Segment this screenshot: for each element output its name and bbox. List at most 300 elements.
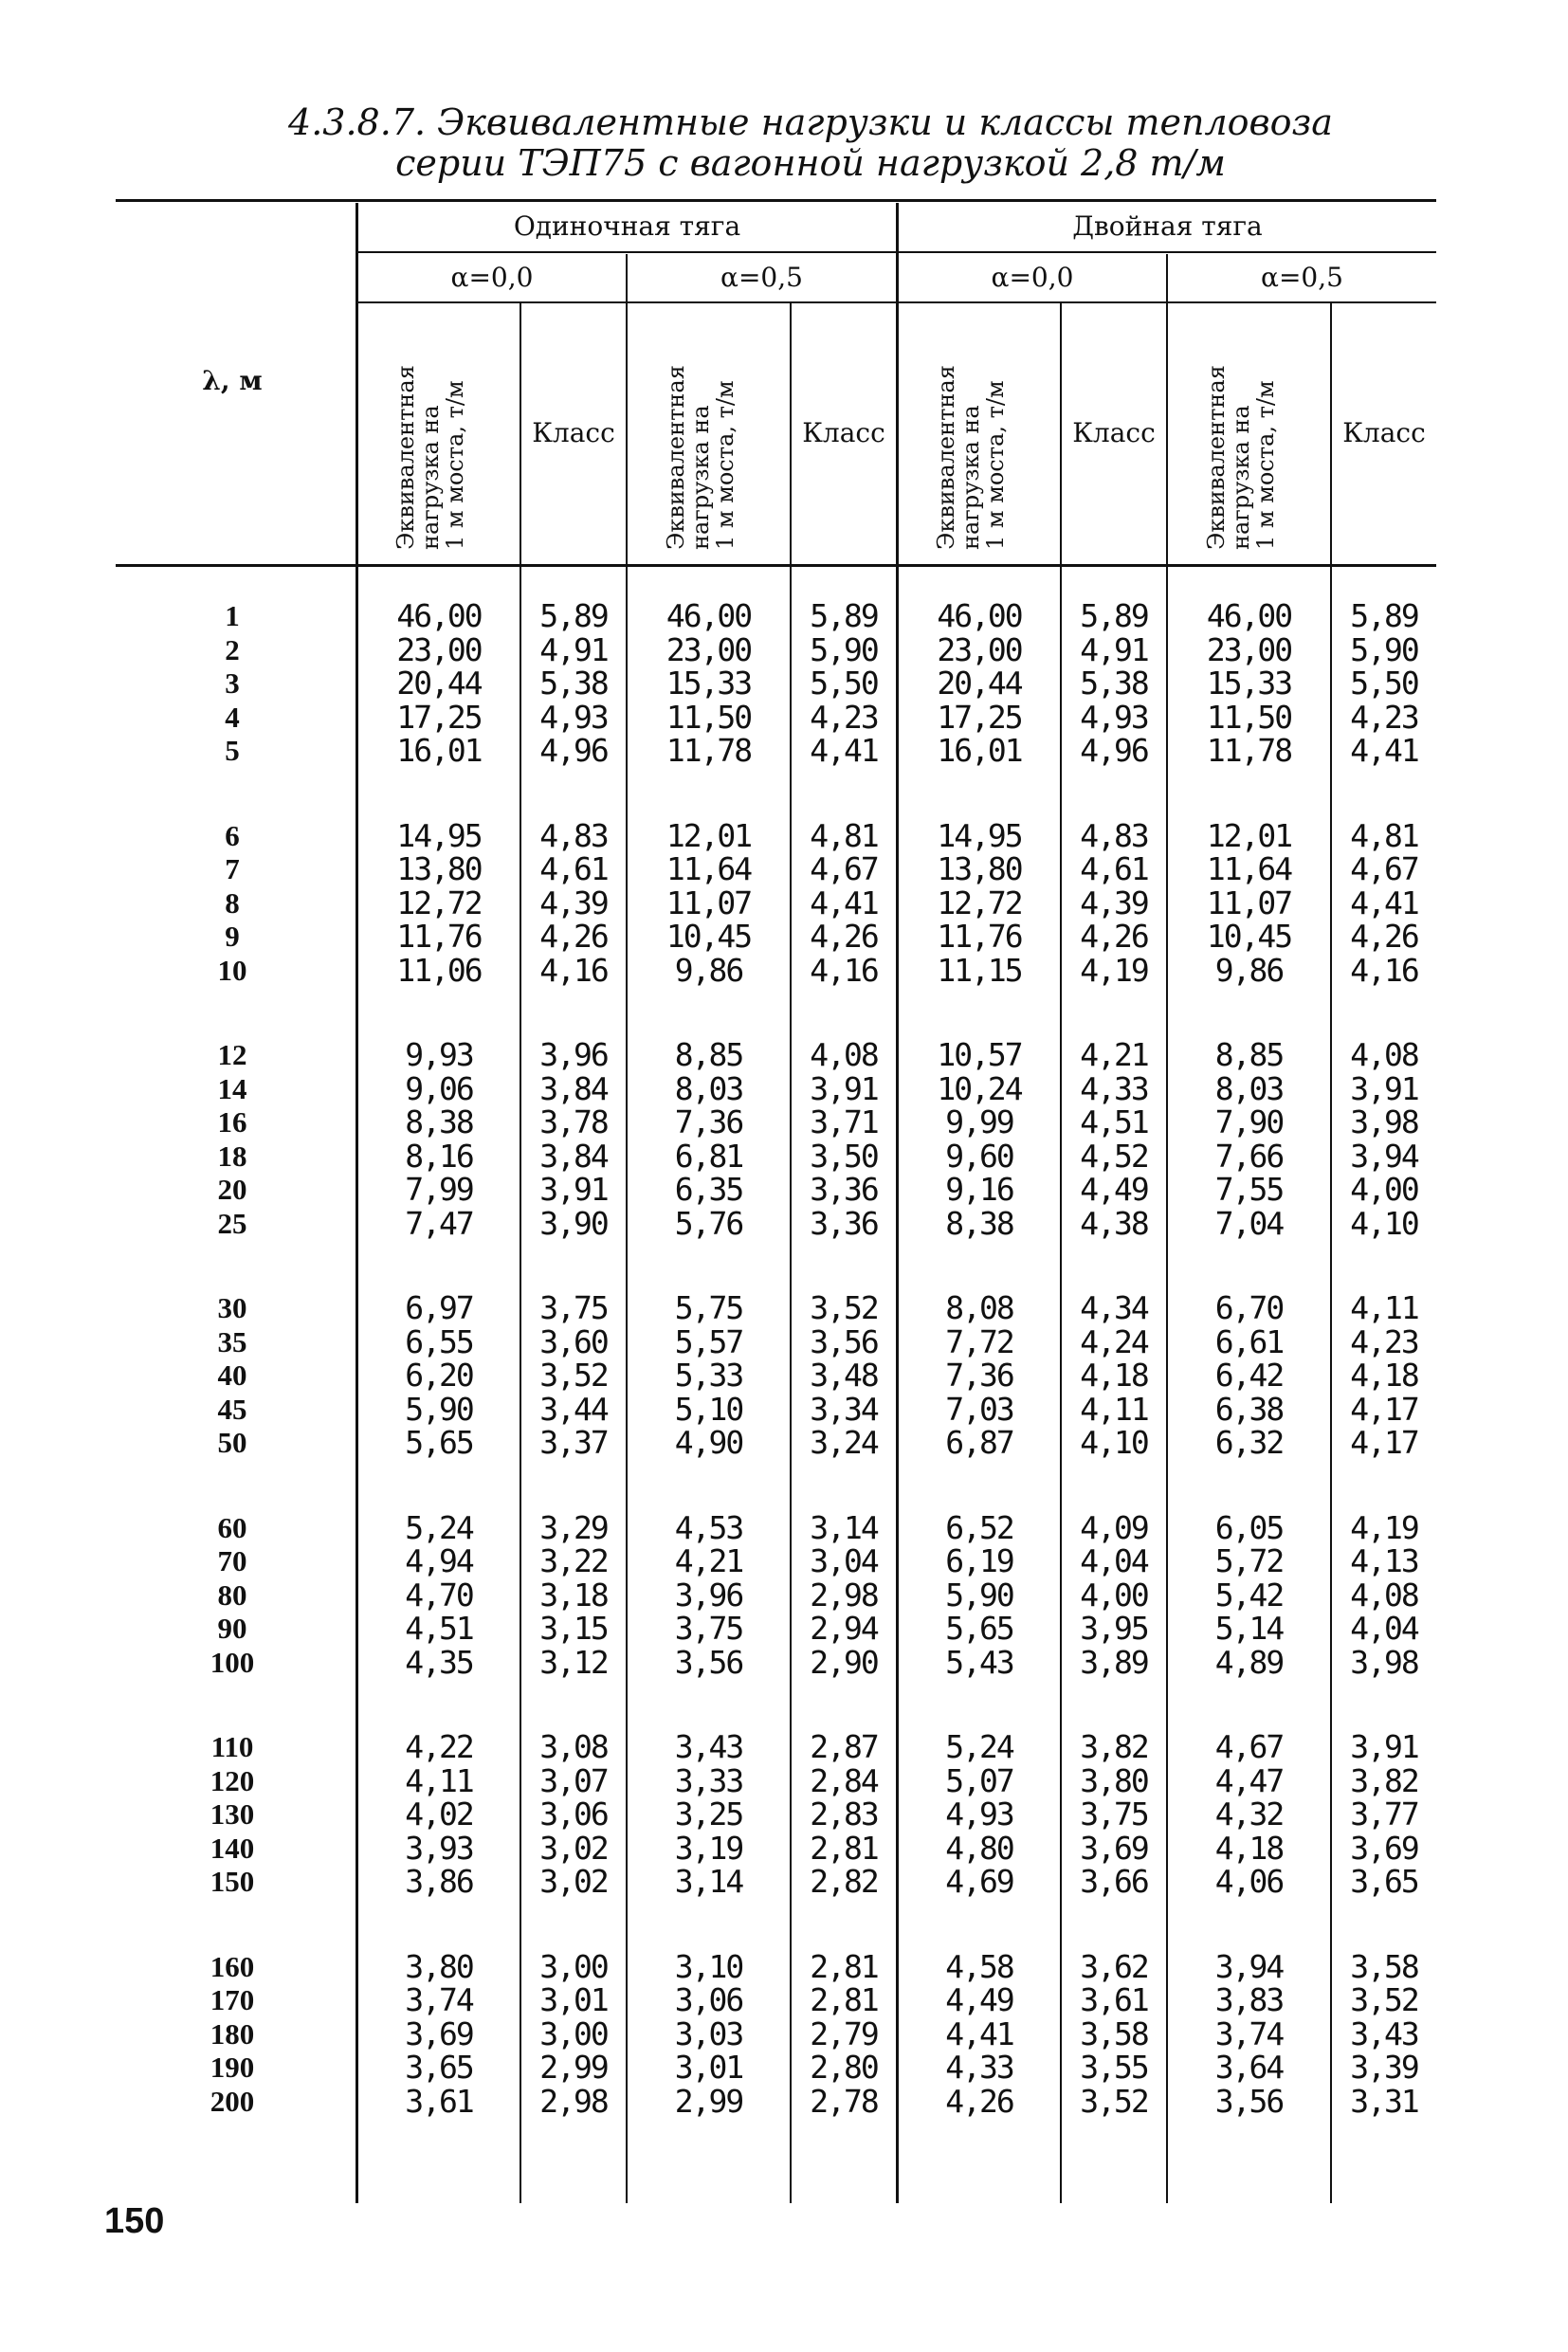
table-cell: 3,75: [674, 1610, 743, 1647]
table-cell: 15,33: [1206, 665, 1292, 702]
class-header: Класс: [1072, 417, 1156, 448]
table-cell: 9,86: [674, 951, 743, 989]
table-cell: 11,64: [665, 850, 752, 887]
table-cell: 4,34: [1080, 1289, 1148, 1326]
table-cell: 3,74: [405, 1981, 473, 2018]
table-cell: 7,72: [945, 1322, 1013, 1360]
table-cell: 4,41: [1350, 732, 1418, 769]
table-cell: 3,52: [1080, 2082, 1148, 2120]
table-cell: 23,00: [937, 630, 1022, 668]
group-gap: [1170, 1460, 1328, 1511]
table-cell: 3,01: [674, 2049, 743, 2086]
table-cell: 8,85: [674, 1036, 743, 1073]
table-cell: 140: [210, 1831, 255, 1865]
table-cell: 3,65: [1350, 1863, 1418, 1900]
table-cell: 4,11: [1080, 1390, 1148, 1428]
table-cell: 3,43: [1350, 2015, 1418, 2052]
table-cell: 70: [217, 1544, 247, 1577]
equivalent-load-header: Эквивалентная нагрузка на 1 м моста, т/м: [1203, 365, 1279, 550]
table-cell: 3,89: [1080, 1643, 1148, 1681]
table-cell: 12: [217, 1038, 247, 1071]
table-cell: 7,55: [1214, 1171, 1284, 1208]
table-cell: 10,45: [1206, 918, 1292, 955]
table-cell: 3,29: [539, 1508, 608, 1546]
col-divider-1: [520, 303, 521, 2203]
table-cell: 20,44: [396, 665, 482, 702]
table-cell: 4,18: [1214, 1829, 1284, 1867]
table-cell: 6,87: [945, 1424, 1013, 1461]
table-cell: 4,26: [1080, 918, 1148, 955]
table-cell: 4,49: [945, 1981, 1013, 2018]
table-cell: 8: [225, 885, 240, 920]
table-cell: 120: [210, 1763, 255, 1797]
table-cell: 2,84: [810, 1761, 878, 1799]
table-cell: 4,96: [539, 732, 608, 769]
table-cell: 3,55: [1080, 2049, 1148, 2086]
table-cell: 4,11: [405, 1761, 473, 1799]
group-gap: [1170, 768, 1328, 819]
group-gap: [793, 1679, 894, 1730]
table-cell: 12,01: [1206, 816, 1292, 854]
table-cell: 3,96: [674, 1576, 743, 1614]
group-gap: [1170, 1240, 1328, 1291]
table-cell: 3,00: [539, 1947, 608, 1985]
table-cell: 3,24: [810, 1424, 878, 1461]
table-cell: 8,03: [1214, 1069, 1284, 1107]
double-alpha-0-header: α=0,0: [991, 262, 1074, 293]
table-cell: 2,99: [539, 2049, 608, 2086]
table-cell: 46,00: [1206, 597, 1292, 634]
table-cell: 5,90: [1350, 630, 1418, 668]
single-a05-load-column: [629, 599, 788, 2118]
table-cell: 3,18: [539, 1576, 608, 1614]
table-cell: 4,83: [539, 816, 608, 854]
table-cell: 3,43: [674, 1728, 743, 1765]
col-divider-2: [626, 254, 628, 2203]
group-gap: [901, 768, 1058, 819]
table-cell: 4,17: [1350, 1424, 1418, 1461]
table-cell: 90: [217, 1612, 247, 1645]
table-cell: 3,93: [405, 1829, 473, 1867]
table-cell: 4,08: [1350, 1036, 1418, 1073]
table-cell: 23,00: [396, 630, 482, 668]
table-cell: 4,93: [1080, 698, 1148, 736]
table-cell: 3,08: [539, 1728, 608, 1765]
table-cell: 3,61: [405, 2082, 473, 2120]
class-header: Класс: [1342, 417, 1426, 448]
table-cell: 7,36: [945, 1357, 1013, 1394]
group-gap: [360, 987, 518, 1038]
table-cell: 11,50: [665, 698, 752, 736]
table-cell: 5,43: [945, 1643, 1013, 1681]
table-cell: 7: [225, 852, 240, 885]
table-cell: 5,90: [945, 1576, 1013, 1614]
table-cell: 9,60: [945, 1137, 1013, 1175]
equivalent-load-header: Эквивалентная нагрузка на 1 м моста, т/м: [392, 365, 468, 550]
table-cell: 4,69: [945, 1863, 1013, 1900]
group-gap: [1064, 987, 1164, 1038]
table-cell: 3,86: [405, 1863, 473, 1900]
table-caption: [228, 102, 1394, 184]
table-cell: 4,94: [405, 1542, 473, 1579]
table-cell: 4,00: [1350, 1171, 1418, 1208]
group-gap: [523, 1460, 624, 1511]
table-cell: 4,21: [1080, 1036, 1148, 1073]
table-cell: 4,18: [1080, 1357, 1148, 1394]
table-cell: 3,82: [1350, 1761, 1418, 1799]
group-gap: [1064, 1240, 1164, 1291]
group-gap: [793, 768, 894, 819]
table-cell: 10,45: [665, 918, 752, 955]
table-cell: 3,91: [1350, 1069, 1418, 1107]
table-cell: 4,41: [810, 732, 878, 769]
table-cell: 5,42: [1214, 1576, 1284, 1614]
table-cell: 2: [225, 632, 240, 666]
table-cell: 3,66: [1080, 1863, 1148, 1900]
table-cell: 3,52: [1350, 1981, 1418, 2018]
group-gap: [185, 1899, 280, 1950]
caption-line-2: серии ТЭП75 с вагонной нагрузкой 2,8 т/м: [395, 142, 1226, 184]
table-cell: 3,00: [539, 2015, 608, 2052]
table-cell: 4,17: [1350, 1390, 1418, 1428]
table-cell: 9,93: [405, 1036, 473, 1073]
col-divider-7: [1330, 303, 1332, 2203]
table-cell: 3,95: [1080, 1610, 1148, 1647]
single-alpha-05-header: α=0,5: [720, 262, 803, 293]
table-cell: 4,38: [1080, 1204, 1148, 1242]
table-cell: 4,00: [1080, 1576, 1148, 1614]
table-cell: 2,78: [810, 2082, 878, 2120]
table-cell: 170: [210, 1983, 255, 2016]
table-cell: 13,80: [396, 850, 482, 887]
class-header: Класс: [532, 417, 615, 448]
table-cell: 6,55: [405, 1322, 473, 1360]
table-cell: 4,04: [1080, 1542, 1148, 1579]
table-cell: 6,81: [674, 1137, 743, 1175]
table-cell: 5: [225, 734, 240, 767]
table-cell: 5,75: [674, 1289, 743, 1326]
table-cell: 11,07: [1206, 884, 1292, 921]
table-cell: 4,93: [945, 1796, 1013, 1832]
table-cell: 3: [225, 666, 240, 700]
table-cell: 4,39: [1080, 884, 1148, 921]
table-cell: 3,78: [539, 1103, 608, 1140]
table-cell: 4,61: [539, 850, 608, 887]
group-gap: [523, 987, 624, 1038]
group-gap: [901, 1679, 1058, 1730]
col-divider-0: [356, 203, 358, 2203]
table-cell: 7,04: [1214, 1204, 1284, 1242]
table-cell: 7,36: [674, 1103, 743, 1140]
table-cell: 10,24: [937, 1069, 1022, 1107]
group-gap: [629, 987, 788, 1038]
table-cell: 4,41: [1350, 884, 1418, 921]
table-cell: 7,99: [405, 1171, 473, 1208]
table-cell: 5,89: [1350, 597, 1418, 634]
table-cell: 2,98: [810, 1576, 878, 1614]
table-cell: 4,91: [539, 630, 608, 668]
table-cell: 20,44: [937, 665, 1022, 702]
table-cell: 3,25: [674, 1796, 743, 1832]
table-cell: 6,61: [1214, 1322, 1284, 1360]
table-cell: 4,80: [945, 1829, 1013, 1867]
table-cell: 3,56: [674, 1643, 743, 1681]
table-cell: 4,41: [810, 884, 878, 921]
table-cell: 9: [225, 920, 240, 953]
group-gap: [629, 1899, 788, 1950]
table-cell: 3,44: [539, 1390, 608, 1428]
table-cell: 3,58: [1080, 2015, 1148, 2052]
table-cell: 4,09: [1080, 1508, 1148, 1546]
table-cell: 3,52: [539, 1357, 608, 1394]
table-cell: 5,24: [405, 1508, 473, 1546]
table-cell: 3,03: [674, 2015, 743, 2052]
group-gap: [185, 987, 280, 1038]
group-gap: [1064, 1460, 1164, 1511]
table-cell: 3,91: [1350, 1728, 1418, 1765]
table-cell: 6,70: [1214, 1289, 1284, 1326]
table-cell: 3,31: [1350, 2082, 1418, 2120]
group-gap: [901, 1899, 1058, 1950]
header-bottom-rule: [116, 564, 1436, 567]
table-cell: 4,16: [539, 951, 608, 989]
table-cell: 4,26: [1350, 918, 1418, 955]
table-cell: 5,24: [945, 1728, 1013, 1765]
table-cell: 3,65: [405, 2049, 473, 2086]
single-a05-class-column: [793, 599, 894, 2118]
table-cell: 11,15: [937, 951, 1022, 989]
table-cell: 11,64: [1206, 850, 1292, 887]
table-cell: 16,01: [937, 732, 1022, 769]
table-cell: 7,90: [1214, 1103, 1284, 1140]
table-cell: 3,15: [539, 1610, 608, 1647]
table-cell: 2,81: [810, 1947, 878, 1985]
table-cell: 46,00: [665, 597, 752, 634]
table-cell: 3,94: [1350, 1137, 1418, 1175]
table-cell: 9,06: [405, 1069, 473, 1107]
table-cell: 4,41: [945, 2015, 1013, 2052]
table-cell: 1: [225, 599, 240, 632]
table-cell: 190: [210, 2051, 255, 2084]
caption-line-1: 4.3.8.7. Эквивалентные нагрузки и классы тепловоза: [288, 101, 1333, 143]
table-cell: 3,84: [539, 1137, 608, 1175]
group-gap: [629, 1240, 788, 1291]
group-gap: [793, 1240, 894, 1291]
table-cell: 3,77: [1350, 1796, 1418, 1832]
table-cell: 4,26: [810, 918, 878, 955]
table-cell: 4,23: [1350, 1322, 1418, 1360]
single-alpha-0-header: α=0,0: [450, 262, 534, 293]
page-number: 150: [104, 2201, 165, 2241]
table-cell: 3,10: [674, 1947, 743, 1985]
table-cell: 16: [217, 1105, 247, 1139]
equivalent-load-header: Эквивалентная нагрузка на 1 м моста, т/м: [933, 365, 1009, 550]
table-cell: 3,75: [1080, 1796, 1148, 1832]
table-cell: 3,14: [674, 1863, 743, 1900]
table-cell: 3,36: [810, 1171, 878, 1208]
single-a0-load-column: [360, 599, 518, 2118]
table-cell: 130: [210, 1797, 255, 1831]
table-cell: 5,65: [945, 1610, 1013, 1647]
table-cell: 7,66: [1214, 1137, 1284, 1175]
table-cell: 100: [210, 1645, 255, 1679]
table-cell: 4,08: [1350, 1576, 1418, 1614]
group-gap: [1064, 1679, 1164, 1730]
table-cell: 4,33: [945, 2049, 1013, 2086]
table-cell: 180: [210, 2016, 255, 2051]
table-cell: 6,42: [1214, 1357, 1284, 1394]
table-cell: 3,56: [1214, 2082, 1284, 2120]
table-cell: 4,90: [674, 1424, 743, 1461]
group-gap: [1334, 1460, 1434, 1511]
group-gap: [360, 1899, 518, 1950]
table-cell: 2,99: [674, 2082, 743, 2120]
group-gap: [360, 768, 518, 819]
table-cell: 46,00: [396, 597, 482, 634]
table-cell: 4,33: [1080, 1069, 1148, 1107]
table-cell: 2,81: [810, 1981, 878, 2018]
col-divider-6: [1166, 254, 1168, 2203]
table-cell: 3,80: [405, 1947, 473, 1985]
table-cell: 3,48: [810, 1357, 878, 1394]
table-cell: 4,93: [539, 698, 608, 736]
group-gap: [185, 768, 280, 819]
table-cell: 3,98: [1350, 1643, 1418, 1681]
table-cell: 3,04: [810, 1542, 878, 1579]
group-gap: [185, 1460, 280, 1511]
group-gap: [793, 1899, 894, 1950]
table-cell: 5,89: [1080, 597, 1148, 634]
table-cell: 12,01: [665, 816, 752, 854]
table-cell: 3,36: [810, 1204, 878, 1242]
table-cell: 40: [217, 1358, 247, 1392]
double-traction-header: Двойная тяга: [1072, 210, 1263, 242]
table-cell: 4,22: [405, 1728, 473, 1765]
lambda-header: λ, м: [202, 365, 263, 396]
table-cell: 5,76: [674, 1204, 743, 1242]
table-cell: 5,33: [674, 1357, 743, 1394]
table-cell: 4,02: [405, 1796, 473, 1832]
table-cell: 4,10: [1080, 1424, 1148, 1461]
table-cell: 80: [217, 1577, 247, 1612]
table-cell: 4,83: [1080, 816, 1148, 854]
table-cell: 8,03: [674, 1069, 743, 1107]
table-cell: 5,89: [539, 597, 608, 634]
group-gap: [793, 1460, 894, 1511]
table-cell: 5,57: [674, 1322, 743, 1360]
table-cell: 11,76: [937, 918, 1022, 955]
table-cell: 23,00: [665, 630, 752, 668]
group-gap: [793, 987, 894, 1038]
table-cell: 4,39: [539, 884, 608, 921]
table-cell: 4,21: [674, 1542, 743, 1579]
table-cell: 3,39: [1350, 2049, 1418, 2086]
group-gap: [360, 1679, 518, 1730]
group-gap: [901, 1460, 1058, 1511]
table-cell: 3,52: [810, 1289, 878, 1326]
group-gap: [523, 1679, 624, 1730]
table-cell: 3,06: [674, 1981, 743, 2018]
col-divider-4: [896, 203, 899, 2203]
table-cell: 6,52: [945, 1508, 1013, 1546]
table-cell: 4,67: [1214, 1728, 1284, 1765]
table-cell: 3,33: [674, 1761, 743, 1799]
group-gap: [1334, 987, 1434, 1038]
table-cell: 46,00: [937, 597, 1022, 634]
group-gap: [185, 1240, 280, 1291]
table-cell: 3,90: [539, 1204, 608, 1242]
table-cell: 6,19: [945, 1542, 1013, 1579]
table-cell: 4,04: [1350, 1610, 1418, 1647]
table-cell: 4,26: [945, 2082, 1013, 2120]
table-cell: 4,24: [1080, 1322, 1148, 1360]
table-cell: 17,25: [937, 698, 1022, 736]
table-cell: 14,95: [937, 816, 1022, 854]
table-cell: 6,97: [405, 1289, 473, 1326]
table-cell: 4,61: [1080, 850, 1148, 887]
table-cell: 4,89: [1214, 1643, 1284, 1681]
table-cell: 4,19: [1080, 951, 1148, 989]
group-gap: [629, 1460, 788, 1511]
single-a0-class-column: [523, 599, 624, 2118]
group-gap: [1334, 768, 1434, 819]
table-cell: 2,87: [810, 1728, 878, 1765]
table-cell: 11,06: [396, 951, 482, 989]
table-top-rule: [116, 199, 1436, 202]
table-cell: 3,91: [539, 1171, 608, 1208]
group-gap: [1170, 1679, 1328, 1730]
table-cell: 3,69: [405, 2015, 473, 2052]
group-gap: [1064, 1899, 1164, 1950]
table-cell: 23,00: [1206, 630, 1292, 668]
table-cell: 14,95: [396, 816, 482, 854]
table-cell: 13,80: [937, 850, 1022, 887]
table-cell: 8,38: [945, 1204, 1013, 1242]
table-cell: 12,72: [937, 884, 1022, 921]
table-cell: 4,51: [1080, 1103, 1148, 1140]
table-cell: 50: [217, 1426, 247, 1459]
table-cell: 2,82: [810, 1863, 878, 1900]
table-cell: 4,06: [1214, 1863, 1284, 1900]
table-cell: 7,03: [945, 1390, 1013, 1428]
table-cell: 4,81: [810, 816, 878, 854]
group-gap: [360, 1240, 518, 1291]
table-cell: 4,35: [405, 1643, 473, 1681]
table-cell: 3,91: [810, 1069, 878, 1107]
table-cell: 5,14: [1214, 1610, 1284, 1647]
table-cell: 3,56: [810, 1322, 878, 1360]
table-cell: 60: [217, 1510, 247, 1544]
table-cell: 4,81: [1350, 816, 1418, 854]
table-cell: 3,19: [674, 1829, 743, 1867]
table-cell: 3,69: [1080, 1829, 1148, 1867]
table-cell: 9,86: [1214, 951, 1284, 989]
group-gap: [901, 987, 1058, 1038]
table-cell: 7,47: [405, 1204, 473, 1242]
table-cell: 11,76: [396, 918, 482, 955]
table-cell: 3,60: [539, 1322, 608, 1360]
group-gap: [1064, 768, 1164, 819]
table-cell: 200: [210, 2084, 255, 2118]
col-divider-5: [1060, 303, 1062, 2203]
table-cell: 12,72: [396, 884, 482, 921]
table-cell: 3,37: [539, 1424, 608, 1461]
table-cell: 4,67: [810, 850, 878, 887]
table-cell: 4,52: [1080, 1137, 1148, 1175]
table-cell: 4,23: [810, 698, 878, 736]
table-cell: 2,83: [810, 1796, 878, 1832]
table-cell: 4,91: [1080, 630, 1148, 668]
